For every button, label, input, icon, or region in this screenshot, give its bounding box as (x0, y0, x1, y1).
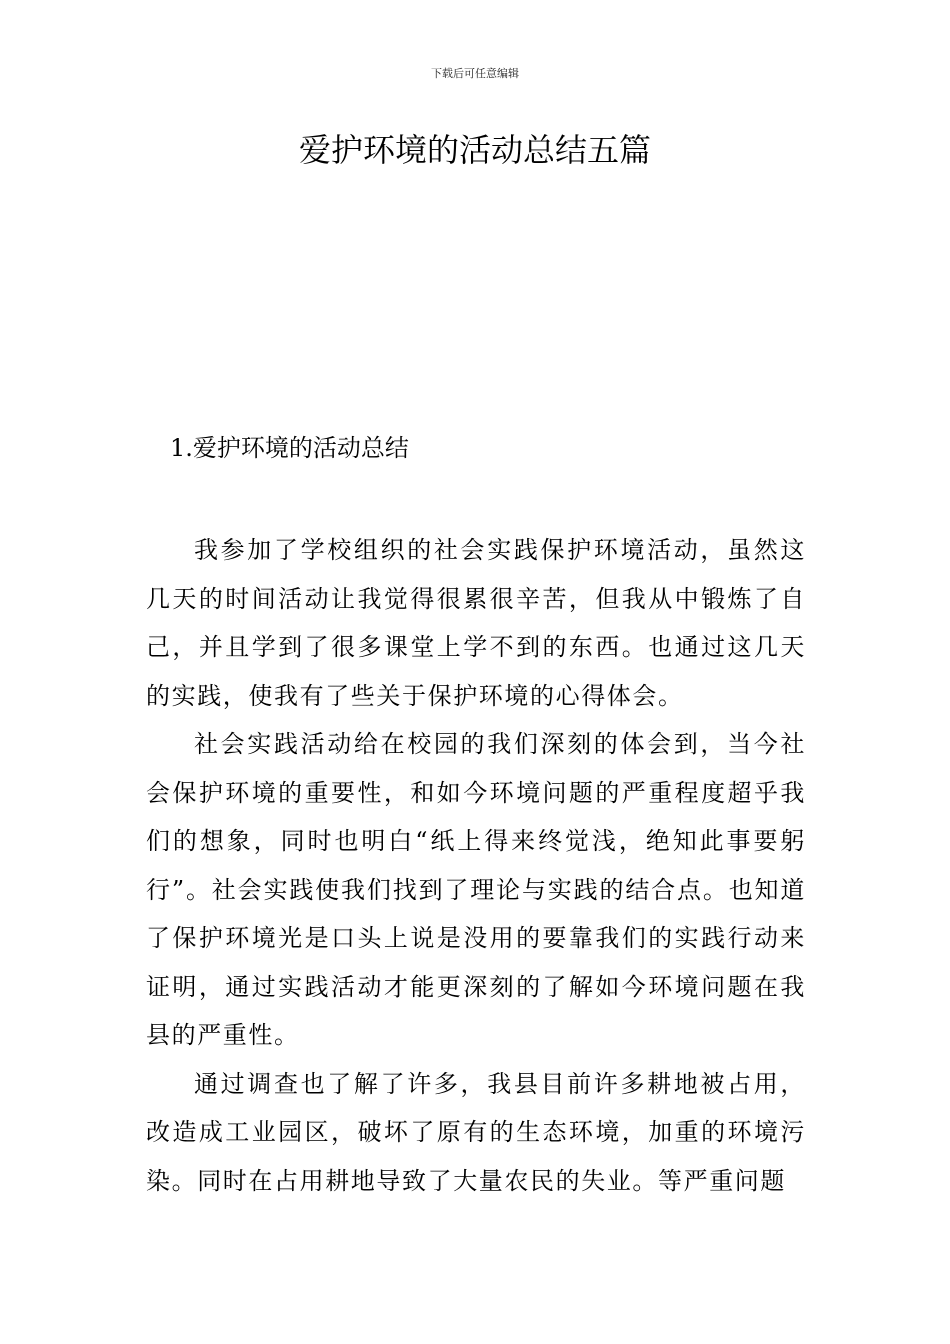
paragraph-1: 我参加了学校组织的社会实践保护环境活动，虽然这几天的时间活动让我觉得很累很辛苦，但我从中锻炼了自己，并且学到了很多课堂上学不到的东西。也通过这几天的实践，使我有了些关于保护环境的心得体会。 (146, 536, 806, 710)
header-note: 下载后可任意编辑 (431, 67, 519, 80)
paragraph-3: 通过调查也了解了许多，我县目前许多耕地被占用，改造成工业园区，破坏了原有的生态环境，加重的环境污染。同时在占用耕地导致了大量农民的失业。等严重问题 (146, 1069, 806, 1195)
document-title: 爱护环境的活动总结五篇 (298, 131, 651, 169)
document-body (146, 526, 806, 1205)
paragraph-2: 社会实践活动给在校园的我们深刻的体会到，当今社会保护环境的重要性，和如今环境问题的严重程度超乎我们的想象，同时也明白“纸上得来终觉浅，绝知此事要躬行”。社会实践使我们找到了理论与实践的结合点。也知道了保护环境光是口头上说是没用的要靠我们的实践行动来证明，通过实践活动才能更深刻的了解如今环境问题在我县的严重性。 (146, 730, 806, 1049)
section-heading: 1.爱护环境的活动总结 (170, 434, 409, 462)
